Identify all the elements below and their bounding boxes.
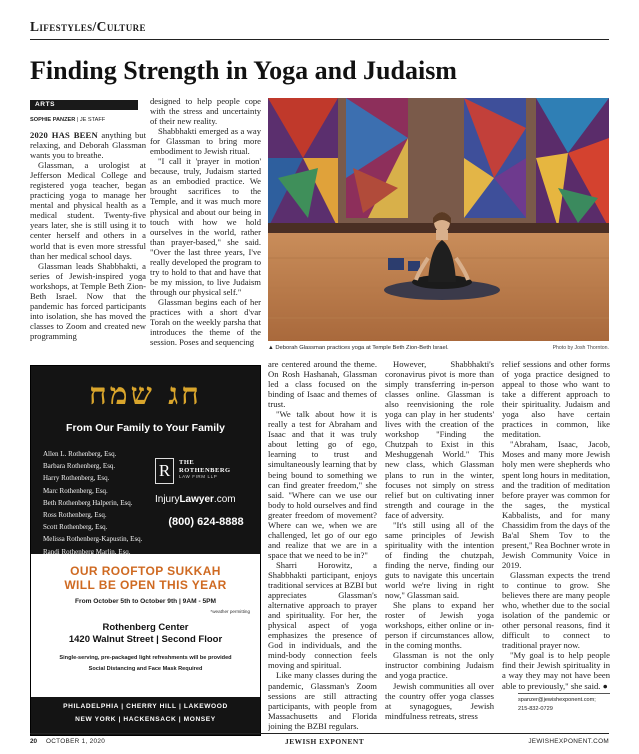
article-paragraph: Sharri Horowitz, a Shabbhakti participant, enjoys traditional services at BZBI but appreciates Glassman's alternative approach to prayer and spirituality. For her, the physical aspect of yoga emphasizes the presence of God in individuals, and the mind-body connection feels moving and spiritual.	[268, 559, 377, 671]
refreshments-note: Single-serving, pre-packaged light refreshments will be provided	[59, 655, 232, 661]
venue-address: 1420 Walnut Street | Second Floor	[68, 633, 223, 645]
office-locations-bar	[31, 697, 260, 735]
stained-glass-right	[536, 98, 609, 228]
dotcom-word: .com	[213, 494, 236, 505]
venue-name: Rothenberg Center	[102, 622, 189, 633]
headline: Finding Strength in Yoga and Judaism	[30, 56, 457, 85]
law-firm-r-mark: R	[155, 458, 174, 484]
sukkah-headline	[31, 564, 260, 592]
attorney-name: Melissa Rothenberg-Kapustin, Esq.	[43, 535, 143, 544]
article-column-1	[30, 130, 146, 358]
photo-caption	[268, 343, 609, 353]
yoga-photo	[268, 98, 609, 341]
section-title: Lifestyles/Culture	[30, 19, 146, 34]
page-footer	[30, 733, 609, 747]
stained-glass-center-left	[346, 98, 408, 218]
rothenberg-advertisement[interactable]	[30, 365, 261, 736]
arts-badge	[30, 100, 138, 110]
safety-note: Social Distancing and Face Mask Required	[88, 665, 203, 672]
article-paragraph: Like many classes during the pandemic, Glassman's Zoom sessions are still attracting participants, with people from Massachusetts and Florida joining the BZBI regulars.	[268, 670, 377, 731]
byline-staff: | JE STAFF	[75, 117, 106, 123]
attorney-name: Harry Rothenberg, Esq.	[43, 474, 110, 483]
arts-badge-label: ARTS	[35, 101, 56, 108]
ad-greeting-panel	[31, 366, 260, 554]
article-paragraph: "Abraham, Isaac, Jacob, Moses and many more Jewish holy men were shepherds who spent long hours in meditation, and the tradition of meditation before prayer was common for the sages, the mystical Kabbalists, and for many Chassidim from the days of the Ba'al Shem Tov to the present," Rea Bochner wrote in Jewish Community Voice in 2019.	[502, 439, 610, 570]
ad-attorney-list	[43, 448, 153, 558]
article-paragraph: "I call it 'prayer in motion' because, truly, Judaism started as an embodied practice. We brought sacrifices to the Temple, and it was much more physical and about our being in touch with how we hold ourselves in the world, rather than prayer-based," she said. "Over the last three years, I've really developed the program to try to hold to that and have that be my mission, to live Judaism through our physical self."	[150, 156, 261, 297]
sukkah-venue	[31, 622, 260, 645]
ad-hebrew-greeting: חג שמח	[89, 377, 202, 412]
byline	[30, 116, 146, 124]
author-phone: 215-832-0729	[518, 706, 553, 712]
article-paragraph	[502, 650, 610, 690]
ad-phone-number: (800) 624-8888	[168, 516, 244, 528]
attorney-name: Allen L. Rothenberg, Esq.	[43, 450, 117, 458]
publication-website[interactable]: JEWISHEXPONENT.COM	[528, 738, 609, 745]
article-lead-paragraph	[30, 130, 146, 160]
author-contact	[518, 693, 610, 714]
sukkah-headline-line-1: OUR ROOFTOP SUKKAH	[70, 564, 221, 578]
end-mark: ●	[602, 680, 608, 691]
article-column-4	[385, 359, 494, 733]
attorney-name: Scott Rothenberg, Esq.	[43, 523, 108, 532]
article-lead-in: 2020 HAS BEEN	[30, 130, 98, 140]
attorney-name: Randi Rothenberg Marlin, Esq.	[43, 547, 131, 556]
article-paragraph: are centered around the theme. On Rosh Hashanah, Glassman led a class focused on the binding of Isaac and themes of trust.	[268, 359, 377, 410]
article-paragraph: Glassman begins each of her practices with a short d'var Torah on the weekly parsha that introduces the theme of the session. Poses and sequencing	[150, 296, 261, 348]
article-paragraph: Glassman expects the trend to continue to grow. She believes there are many people who, whether due to the social isolation of the pandemic or other personal reasons, find it difficult to connect to traditional prayer now.	[502, 569, 610, 651]
article-paragraph: Jewish communities all over the country offer yoga classes at synagogues, Jewish mindfulness retreats, stress	[385, 680, 494, 721]
attorney-name: Marc Rothenberg, Esq.	[43, 486, 108, 495]
article-paragraph: She plans to expand her roster of Jewish yoga workshops, either online or in-person if circumstances allow, in the coming months.	[385, 600, 494, 651]
article-paragraph: relief sessions and other forms of yoga practice designed to appeal to those who want to take a different approach to their spirituality. Judaism and yoga also have certain practices in common, like meditation.	[502, 359, 610, 440]
article-paragraph: Shabbhakti emerged as a way for Glassman to bring more embodiment to Jewish ritual.	[150, 126, 261, 157]
article-paragraph: "It's still using all of the same principles of Jewish spirituality with the intention of finding the chutzpah, finding the nerve, finding our guts to navigate this uncertain world we're living in right now," Glassman said.	[385, 519, 494, 601]
attorney-name: Ross Rothenberg, Esq.	[43, 511, 107, 520]
article-paragraph: Glassman, a urologist at Jefferson Medical College and registered yoga teacher, began practicing yoga to manage her mental and physical health as a medical student. Twenty-five years later, she is still using it to center herself and others in a world that is even more stressful than her medical school days.	[30, 160, 146, 261]
yoga-block	[388, 258, 404, 270]
sukkah-dates: From October 5th to October 9th | 9AM - 5PM	[74, 598, 217, 605]
article-column-2	[150, 96, 261, 358]
office-locations-line-1: PHILADELPHIA | CHERRY HILL | LAKEWOOD	[63, 703, 228, 710]
article-paragraph: Glassman leads Shabbhakti, a series of Jewish-inspired yoga workshops, at Temple Beth Zion-Beth Israel. Now that the pandemic has forced participants into isolation, she has moved the classes to Zoom and created new programming	[30, 260, 146, 341]
article-paragraph: designed to help people cope with the stress and uncertainty of their new reality.	[150, 96, 261, 127]
weather-note: *weather permitting	[210, 609, 250, 614]
author-email[interactable]: spanzer@jewishexponent.com;	[518, 697, 596, 703]
article-column-3	[268, 359, 377, 733]
article-lead-text: anything but relaxing, and Deborah Glassman wants you to breathe.	[30, 130, 146, 161]
law-firm-subtitle: LAW FIRM LLP	[179, 474, 218, 479]
injury-lawyer-site	[155, 494, 257, 505]
injury-word: Injury	[155, 494, 180, 505]
photo-credit: Photo by Josh Thornton.	[552, 345, 609, 351]
attorney-name: Barbara Rothenberg, Esq.	[43, 462, 116, 471]
law-firm-title: ROTHENBERG	[179, 467, 231, 474]
stained-glass-center-right	[464, 98, 526, 218]
photo-caption-text: ▲ Deborah Glassman practices yoga at Temple Beth Zion-Beth Israel.	[268, 345, 449, 351]
issue-date: OCTOBER 1, 2020	[46, 738, 106, 745]
sukkah-headline-line-2: WILL BE OPEN THIS YEAR	[64, 578, 227, 592]
byline-author: SOPHIE PANZER	[30, 117, 76, 123]
article-paragraph: However, Shabbhakti's coronavirus pivot is more than simply transferring in-person classes online. Glassman is also reenvisioning the role yoga can play in her students' lives with the creation of the workshop "Finding the Chutzpah to Exist in this Meshuggenah World." This new class, which Glassman plans to run in the winter, focuses not simply on stress relief but on cultivating inner strength and courage in the face of adversity.	[385, 359, 494, 520]
law-firm-name	[179, 459, 231, 475]
attorney-name: Beth Rothenberg Halperin, Esq.	[43, 498, 133, 507]
law-firm-the: THE	[179, 459, 195, 466]
article-column-5	[502, 359, 610, 691]
ad-family-tagline: From Our Family to Your Family	[66, 422, 225, 434]
page-number: 20	[30, 738, 38, 745]
stained-glass-left	[268, 98, 338, 228]
closing-quote: "My goal is to help people find their Jewish spirituality in a way they may not have been able to previously," she said.	[502, 650, 610, 691]
article-paragraph: "We talk about how it is really a test for Abraham and Isaac and that it was truly about letting go of ego, learning to trust and simultaneously learning that by being bound to something we can find greater freedom," she said. "Where can we use our body to hold ourselves and find greater freedom of movement? Where can we, when we are challenged, let go of our ego and realize that we are in a space that we need to be in?"	[268, 409, 377, 560]
section-header	[30, 16, 609, 40]
sukkah-fine-print	[31, 653, 260, 674]
office-locations-line-2: NEW YORK | HACKENSACK | MONSEY	[75, 716, 216, 723]
article-paragraph: Glassman is not the only instructor combining Judaism and yoga practice.	[385, 650, 494, 681]
lawyer-word: Lawyer	[179, 494, 214, 505]
publication-name: JEWISH EXPONENT	[285, 737, 365, 746]
yoga-photo-illustration	[268, 98, 609, 341]
